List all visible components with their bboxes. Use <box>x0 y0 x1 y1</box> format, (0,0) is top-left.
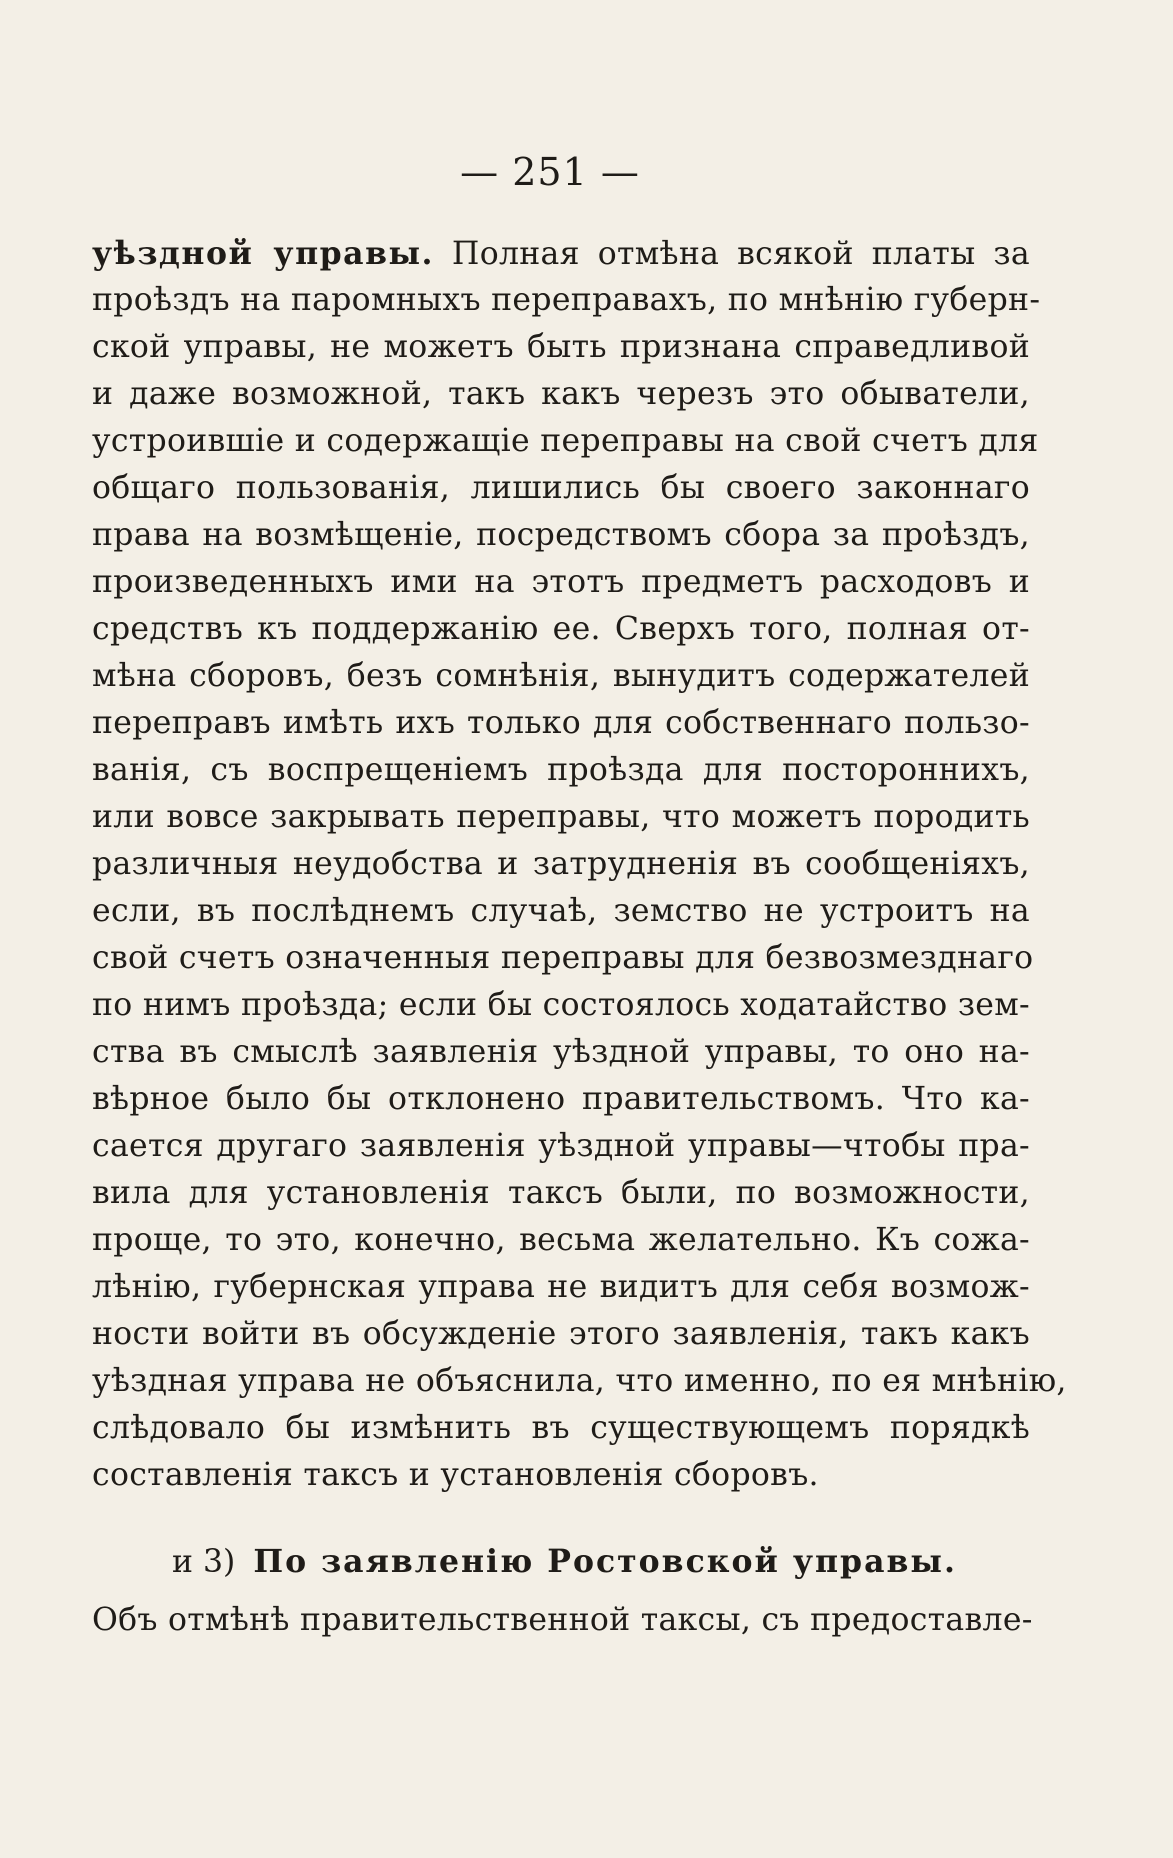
paragraph-line: права на возмѣщеніе, посредствомъ сбора за проѣздъ, <box>92 517 1030 553</box>
paragraph-last-line: составленія таксъ и установленія сборовъ. <box>92 1457 819 1493</box>
main-paragraph <box>92 230 1067 1499</box>
paragraph-line: произведенныхъ ими на этотъ предметъ расходовъ и <box>92 564 1030 600</box>
page-number: — 251 — <box>460 150 640 194</box>
paragraph-line: общаго пользованія, лишились бы своего законнаго <box>92 470 1030 506</box>
paragraph-line: вѣрное было бы отклонено правительствомъ. Что ка- <box>92 1081 1030 1117</box>
paragraph-line <box>92 230 1030 277</box>
paragraph-line: проѣздъ на паромныхъ переправахъ, по мнѣнію губерн- <box>92 282 1041 318</box>
paragraph-line: свой счетъ означенныя переправы для безвозмезднаго <box>92 940 1034 976</box>
section-first-line: Объ отмѣнѣ правительственной таксы, съ предоставле- <box>92 1602 1033 1638</box>
paragraph-line: и даже возможной, такъ какъ черезъ это обыватели, <box>92 376 1030 412</box>
first-line-text: Полная отмѣна всякой платы за <box>451 236 1030 272</box>
paragraph-line: проще, то это, конечно, весьма желательно. Къ сожа- <box>92 1222 1030 1258</box>
paragraph-line: если, въ послѣднемъ случаѣ, земство не устроитъ на <box>92 893 1030 929</box>
paragraph-line: мѣна сборовъ, безъ сомнѣнія, вынудитъ содержателей <box>92 658 1030 694</box>
paragraph-line: вила для установленія таксъ были, по возможности, <box>92 1175 1030 1211</box>
paragraph-line: уѣздная управа не объяснила, что именно, по ея мнѣнію, <box>92 1363 1067 1399</box>
paragraph-line: лѣнію, губернская управа не видитъ для себя возмож- <box>92 1269 1030 1305</box>
paragraph-line: ности войти въ обсужденіе этого заявленія, такъ какъ <box>92 1316 1030 1352</box>
paragraph-line: устроившіе и содержащіе переправы на свой счетъ для <box>92 423 1039 459</box>
paragraph-line: ванія, съ воспрещеніемъ проѣзда для постороннихъ, <box>92 752 1030 788</box>
paragraph-line: переправъ имѣть ихъ только для собственнаго пользо- <box>92 705 1030 741</box>
paragraph-line: ства въ смыслѣ заявленія уѣздной управы, то оно на- <box>92 1034 1030 1070</box>
section-title: По заявленію Ростовской управы. <box>253 1543 957 1580</box>
paragraph-line: средствъ къ поддержанію ее. Сверхъ того, полная от- <box>92 611 1030 647</box>
paragraph-line: ской управы, не можетъ быть признана справедливой <box>92 329 1030 365</box>
section-number: и 3) <box>172 1544 236 1580</box>
lead-bold-text: уѣздной управы. <box>92 235 434 272</box>
section-heading <box>172 1538 1030 1585</box>
paragraph-line: различныя неудобства и затрудненія въ сообщеніяхъ, <box>92 846 1030 882</box>
paragraph-line: сается другаго заявленія уѣздной управы—чтобы пра- <box>92 1128 1030 1164</box>
paragraph-line: слѣдовало бы измѣнить въ существующемъ порядкѣ <box>92 1410 1030 1446</box>
paragraph-line: по нимъ проѣзда; если бы состоялось ходатайство зем- <box>92 987 1030 1023</box>
paragraph-line: или вовсе закрывать переправы, что можетъ породить <box>92 799 1030 835</box>
